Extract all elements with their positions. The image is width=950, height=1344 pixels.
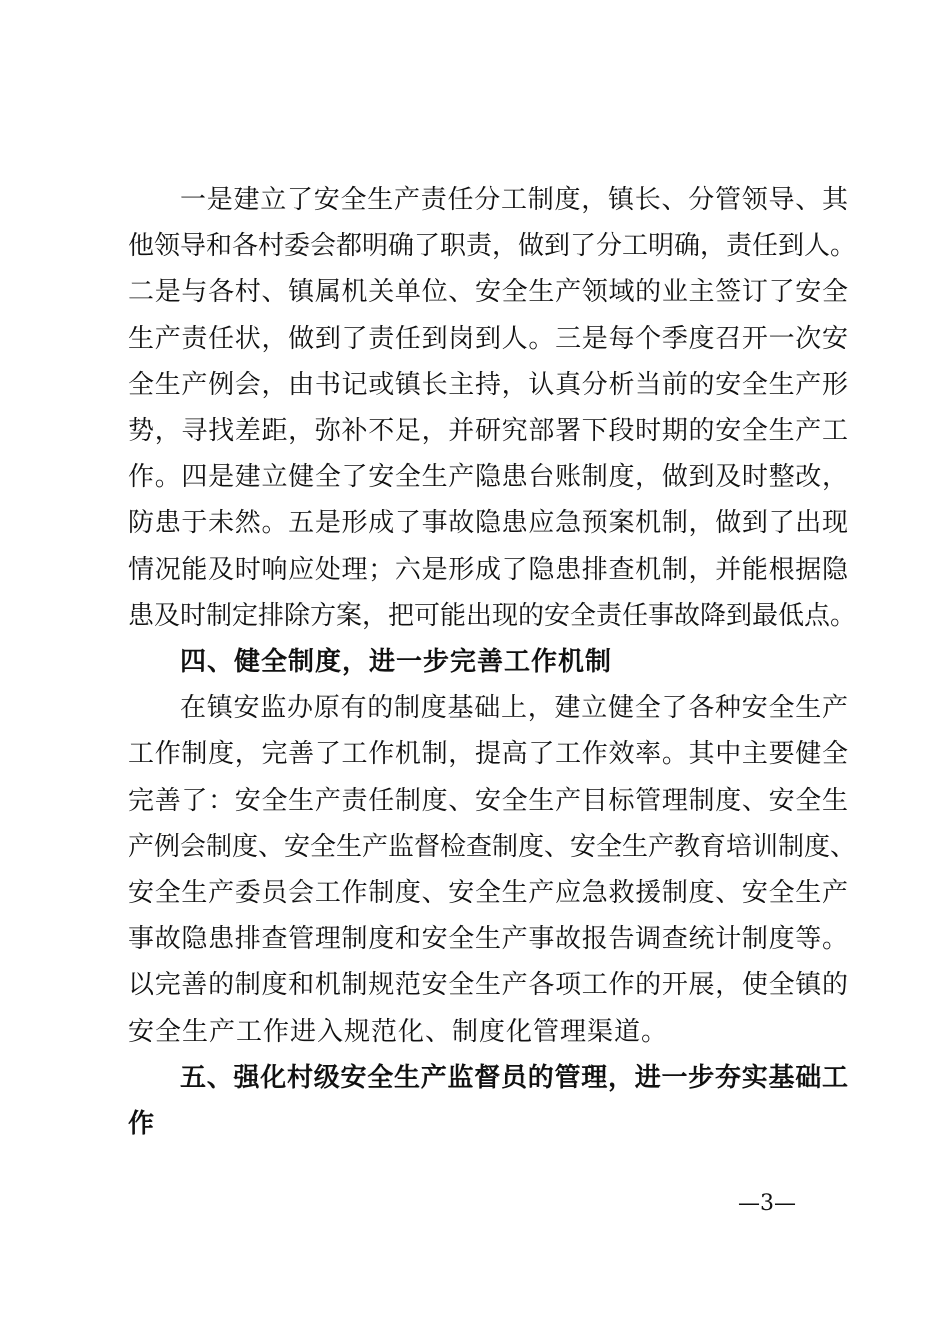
paragraph-line: 生产责任状，做到了责任到岗到人。三是每个季度召开一次安: [128, 324, 848, 354]
paragraph-line: 他领导和各村委会都明确了职责，做到了分工明确，责任到人。: [128, 231, 857, 261]
page-number: —3—: [738, 1191, 796, 1216]
paragraph-line: 二是与各村、镇属机关单位、安全生产领域的业主签订了安全: [128, 277, 848, 307]
paragraph-line: 安全生产工作进入规范化、制度化管理渠道。: [128, 1017, 669, 1047]
section-heading-4: 四、健全制度，进一步完善工作机制: [180, 647, 613, 677]
paragraph-line: 患及时制定排除方案，把可能出现的安全责任事故降到最低点。: [128, 601, 857, 631]
paragraph-line: 产例会制度、安全生产监督检查制度、安全生产教育培训制度、: [128, 832, 857, 862]
paragraph-line: 势，寻找差距，弥补不足，并研究部署下段时期的安全生产工: [128, 416, 848, 446]
section-heading-5-cont: 作: [128, 1109, 156, 1139]
paragraph-line: 作。四是建立健全了安全生产隐患台账制度，做到及时整改，: [128, 462, 848, 492]
paragraph-line: 工作制度，完善了工作机制，提高了工作效率。其中主要健全: [128, 739, 848, 769]
paragraph-line: 全生产例会，由书记或镇长主持，认真分析当前的安全生产形: [128, 370, 848, 400]
paragraph-line: 以完善的制度和机制规范安全生产各项工作的开展，使全镇的: [128, 970, 848, 1000]
paragraph-line: 情况能及时响应处理；六是形成了隐患排查机制，并能根据隐: [128, 555, 848, 585]
paragraph-line: 安全生产委员会工作制度、安全生产应急救援制度、安全生产: [128, 878, 848, 908]
paragraph-line: 事故隐患排查管理制度和安全生产事故报告调查统计制度等。: [128, 924, 848, 954]
section-heading-5: 五、强化村级安全生产监督员的管理，进一步夯实基础工: [180, 1063, 848, 1093]
paragraph-line: 在镇安监办原有的制度基础上，建立健全了各种安全生产: [180, 693, 848, 723]
paragraph-line: 完善了：安全生产责任制度、安全生产目标管理制度、安全生: [128, 786, 848, 816]
paragraph-line: 防患于未然。五是形成了事故隐患应急预案机制，做到了出现: [128, 508, 848, 538]
paragraph-line: 一是建立了安全生产责任分工制度，镇长、分管领导、其: [180, 185, 848, 215]
